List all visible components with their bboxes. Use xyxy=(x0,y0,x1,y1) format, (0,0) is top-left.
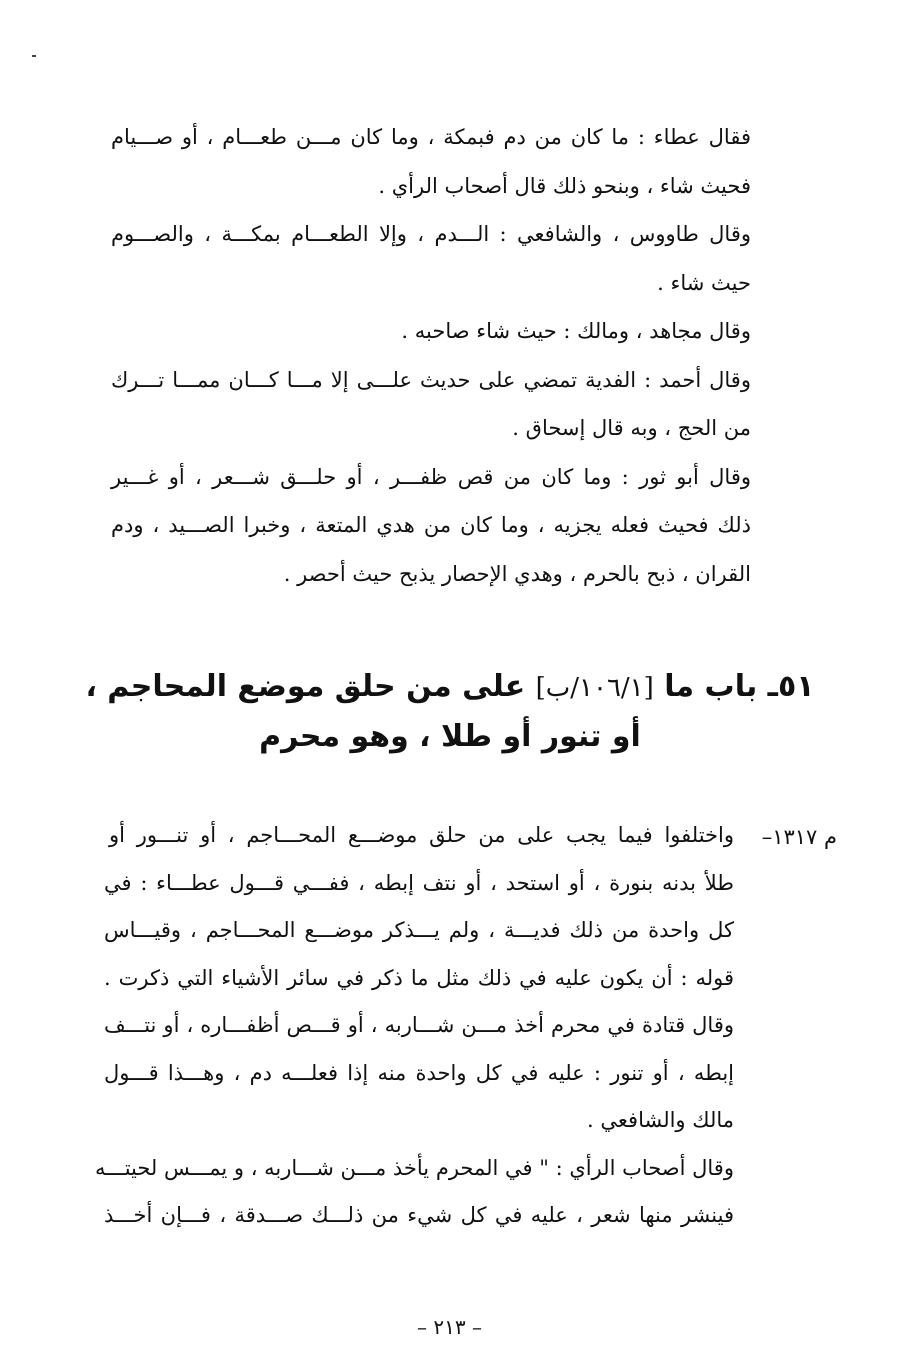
text-line: مالك والشافعي . xyxy=(587,1108,734,1132)
scan-speck xyxy=(32,55,36,57)
text-line: فينشر منها شعر ، عليه في كل شيء من ذلـــك صـــدقة ، فـــإن أخـــذ xyxy=(104,1203,734,1227)
text-line: إبطه ، أو تنور : عليه في كل واحدة منه إذا فعلـــه دم ، وهـــذا قـــول xyxy=(104,1060,734,1085)
text-line: وقال أبو ثور : وما كان من قص ظفـــر ، أو حلـــق شـــعر ، أو غـــير xyxy=(111,464,751,489)
chapter-title-end: على من حلق موضع المحاجم ، xyxy=(85,669,526,704)
text-line: القران ، ذبح بالحرم ، وهدي الإحصار يذبح حيث أحصر . xyxy=(283,561,751,586)
text-line: فحيث شاء ، وبنحو ذلك قال أصحاب الرأي . xyxy=(378,173,751,198)
text-line: من الحج ، وبه قال إسحاق . xyxy=(512,416,751,440)
entry-number: م ١٣١٧– xyxy=(761,825,837,849)
chapter-heading-line-1 xyxy=(60,662,840,713)
text-line: فقال عطاء : ما كان من دم فبمكة ، وما كان مـــن طعـــام ، أو صـــيام xyxy=(111,125,751,149)
text-line: وقال طاووس ، والشافعي : الـــدم ، وإلا الطعـــام بمكـــة ، والصـــوم xyxy=(111,222,751,246)
chapter-heading-line-2: أو تنور أو طلا ، وهو محرم xyxy=(259,719,641,754)
text-line: وقال مجاهد ، ومالك : حيث شاء صاحبه . xyxy=(401,319,751,343)
page-number: – ٢١٣ – xyxy=(417,1315,482,1339)
text-line: وقال أصحاب الرأي : " في المحرم يأخذ مـــن شـــاربه ، و يمـــس لحيتـــه xyxy=(94,1155,734,1180)
text-line: طلأ بدنه بنورة ، أو استحد ، أو نتف إبطه ، ففـــي قـــول عطـــاء : في xyxy=(104,870,734,895)
text-line: حيث شاء . xyxy=(657,270,751,295)
text-line: ذلك فحيث فعله يجزيه ، وما كان من هدي المتعة ، وخبرا الصـــيد ، ودم xyxy=(111,513,751,537)
chapter-title-start: ٥١ـ باب ما xyxy=(664,669,815,704)
text-line: قوله : أن يكون عليه في ذلك مثل ما ذكر في سائر الأشياء التي ذكرت . xyxy=(104,965,735,990)
text-line: كل واحدة من ذلك فديـــة ، ولم يـــذكر موضـــع المحـــاجم ، وقيـــاس xyxy=(104,918,734,942)
text-line: واختلفوا فيما يجب على من حلق موضـــع المحـــاجم ، أو تنـــور أو xyxy=(109,823,734,847)
text-line: وقال أحمد : الفدية تمضي على حديث علـــى إلا مـــا كـــان ممـــا تـــرك xyxy=(111,367,751,392)
text-line: وقال قتادة في محرم أخذ مـــن شـــاربه ، أو قـــص أظفـــاره ، أو نتـــف xyxy=(104,1013,734,1037)
manuscript-reference: [١٠٦/١/ب] xyxy=(535,673,654,703)
